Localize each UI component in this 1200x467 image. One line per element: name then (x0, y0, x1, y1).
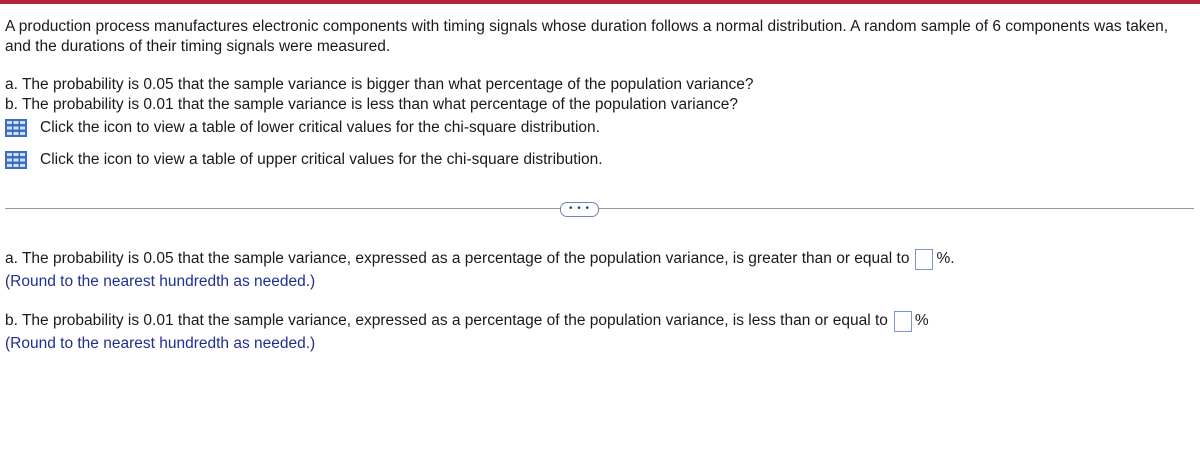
question-list (5, 75, 1185, 115)
answer-line-b (5, 310, 1185, 332)
section-divider (5, 208, 1194, 209)
answer-a-hint: (Round to the nearest hundredth as needed.) (5, 273, 316, 290)
question-b: b. The probability is 0.01 that the sample variance is less than what percentage of the population variance? (5, 96, 738, 113)
answer-line-a (5, 248, 1185, 270)
answer-a-input[interactable] (915, 249, 933, 270)
table-icon[interactable] (5, 151, 27, 169)
upper-critical-values-link[interactable] (5, 149, 1185, 171)
expand-more-button[interactable]: • • • (560, 202, 599, 217)
table-icon[interactable] (5, 119, 27, 137)
question-a: a. The probability is 0.05 that the sample variance is bigger than what percentage of the population variance? (5, 76, 754, 93)
upper-critical-values-text: Click the icon to view a table of upper critical values for the chi-square distribution. (40, 151, 603, 168)
top-accent-bar (0, 0, 1200, 4)
lower-critical-values-link[interactable] (5, 117, 1185, 139)
answer-b-text: b. The probability is 0.01 that the sample variance, expressed as a percentage of the population variance, is less than or equal to (5, 312, 888, 329)
question-content (5, 17, 1185, 171)
answer-section (5, 248, 1185, 354)
lower-critical-values-text: Click the icon to view a table of lower critical values for the chi-square distribution. (40, 119, 600, 136)
answer-block-a (5, 248, 1185, 292)
answer-block-b (5, 310, 1185, 354)
answer-b-suffix: % (914, 312, 929, 329)
answer-b-input[interactable] (894, 311, 912, 332)
answer-b-hint: (Round to the nearest hundredth as needed.) (5, 335, 316, 352)
problem-statement: A production process manufactures electronic components with timing signals whose duration follows a normal distribution. A random sample of 6 components was taken, and the durations of their timing signals were measured. (5, 18, 1169, 55)
answer-a-suffix: %. (936, 250, 955, 267)
answer-a-text: a. The probability is 0.05 that the sample variance, expressed as a percentage of the population variance, is greater than or equal to (5, 250, 910, 267)
